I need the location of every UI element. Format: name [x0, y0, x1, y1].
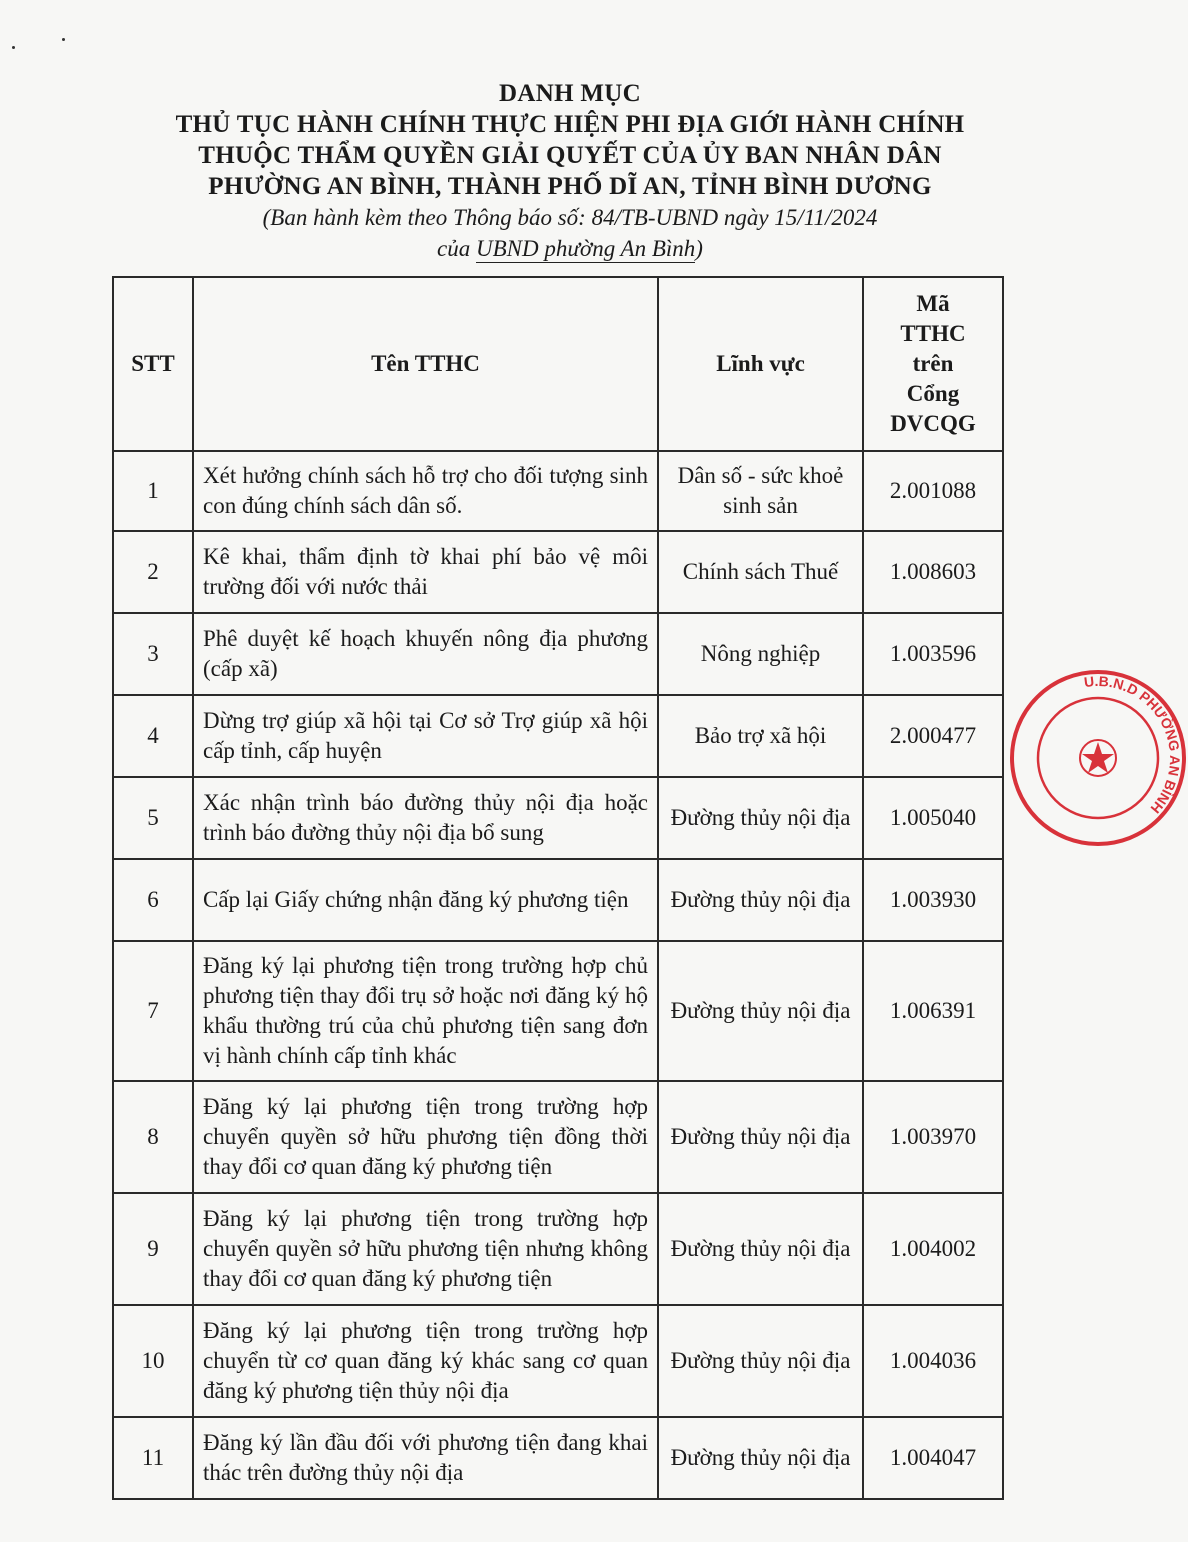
table-row [113, 1081, 1003, 1193]
cell-code: 1.004047 [863, 1417, 1003, 1499]
cell-stt: 2 [113, 531, 193, 613]
cell-name: Đăng ký lại phương tiện trong trường hợp chuyển quyền sở hữu phương tiện đồng thời thay đổi cơ quan đăng ký phương tiện [193, 1081, 658, 1193]
issuer-name: UBND phường An Bình [476, 236, 696, 261]
cell-stt: 9 [113, 1193, 193, 1305]
header-name: Tên TTHC [193, 277, 658, 451]
cell-stt: 7 [113, 941, 193, 1081]
cell-field: Đường thủy nội địa [658, 941, 863, 1081]
table-row [113, 1193, 1003, 1305]
cell-field: Đường thủy nội địa [658, 1305, 863, 1417]
scan-speck [12, 46, 15, 49]
header-field: Lĩnh vực [658, 277, 863, 451]
seal-text: U.B.N.D PHƯỜNG AN BÌNH [1083, 672, 1184, 817]
cell-field: Đường thủy nội địa [658, 1193, 863, 1305]
cell-code: 1.003970 [863, 1081, 1003, 1193]
cell-name: Phê duyệt kế hoạch khuyến nông địa phương (cấp xã) [193, 613, 658, 695]
cell-stt: 10 [113, 1305, 193, 1417]
cell-code: 2.000477 [863, 695, 1003, 777]
cell-name: Đăng ký lần đầu đối với phương tiện đang khai thác trên đường thủy nội địa [193, 1417, 658, 1499]
scan-speck [62, 38, 65, 41]
title-line-1: DANH MỤC [499, 80, 641, 107]
header-code-line: trên [912, 351, 954, 376]
table-header-row [113, 277, 1003, 451]
cell-code: 1.008603 [863, 531, 1003, 613]
title-line-2: THỦ TỤC HÀNH CHÍNH THỰC HIỆN PHI ĐỊA GIỚI HÀNH CHÍNH [175, 111, 965, 138]
table-row [113, 777, 1003, 859]
cell-code: 1.003596 [863, 613, 1003, 695]
cell-field: Đường thủy nội địa [658, 1081, 863, 1193]
cell-stt: 3 [113, 613, 193, 695]
cell-name: Kê khai, thẩm định tờ khai phí bảo vệ môi trường đối với nước thải [193, 531, 658, 613]
table-row [113, 859, 1003, 941]
document-header [60, 78, 1080, 264]
subtitle-line-1: (Ban hành kèm theo Thông báo số: 84/TB-UBND ngày 15/11/2024 [262, 205, 878, 230]
official-seal [1008, 668, 1188, 848]
cell-name: Dừng trợ giúp xã hội tại Cơ sở Trợ giúp xã hội cấp tỉnh, cấp huyện [193, 695, 658, 777]
table-row [113, 695, 1003, 777]
cell-field: Chính sách Thuế [658, 531, 863, 613]
cell-name: Xét hưởng chính sách hỗ trợ cho đối tượng sinh con đúng chính sách dân số. [193, 451, 658, 531]
table-row [113, 451, 1003, 531]
subtitle-prefix: của [437, 236, 477, 261]
subtitle-line-2 [60, 233, 1080, 264]
subtitle-suffix: ) [695, 236, 703, 261]
table-row [113, 613, 1003, 695]
cell-name: Đăng ký lại phương tiện trong trường hợp chủ phương tiện thay đổi trụ sở hoặc nơi đăng ký hộ khẩu thường trú của chủ phương tiện sang đơn vị hành chính cấp tỉnh khác [193, 941, 658, 1081]
cell-field: Đường thủy nội địa [658, 777, 863, 859]
cell-field: Đường thủy nội địa [658, 1417, 863, 1499]
header-stt: STT [113, 277, 193, 451]
seal-star-icon [1082, 742, 1114, 773]
cell-stt: 6 [113, 859, 193, 941]
cell-stt: 11 [113, 1417, 193, 1499]
cell-stt: 5 [113, 777, 193, 859]
cell-stt: 1 [113, 451, 193, 531]
cell-code: 1.004002 [863, 1193, 1003, 1305]
cell-field: Nông nghiệp [658, 613, 863, 695]
table-row [113, 1305, 1003, 1417]
header-code-line: Cổng [906, 381, 960, 406]
header-code-line: DVCQG [890, 411, 976, 436]
header-code [863, 277, 1003, 451]
header-code-line: TTHC [900, 321, 966, 346]
cell-name: Cấp lại Giấy chứng nhận đăng ký phương tiện [193, 859, 658, 941]
cell-name: Đăng ký lại phương tiện trong trường hợp chuyển quyền sở hữu phương tiện nhưng không thay đổi cơ quan đăng ký phương tiện [193, 1193, 658, 1305]
cell-field: Bảo trợ xã hội [658, 695, 863, 777]
header-code-line: Mã [916, 291, 950, 316]
cell-stt: 4 [113, 695, 193, 777]
cell-code: 2.001088 [863, 451, 1003, 531]
table-row [113, 531, 1003, 613]
cell-code: 1.006391 [863, 941, 1003, 1081]
cell-code: 1.004036 [863, 1305, 1003, 1417]
title-line-4: PHƯỜNG AN BÌNH, THÀNH PHỐ DĨ AN, TỈNH BÌNH DƯƠNG [208, 173, 932, 200]
procedure-table [112, 276, 1004, 1500]
cell-field: Dân số - sức khoẻ sinh sản [658, 451, 863, 531]
table-row [113, 941, 1003, 1081]
cell-stt: 8 [113, 1081, 193, 1193]
cell-name: Xác nhận trình báo đường thủy nội địa hoặc trình báo đường thủy nội địa bổ sung [193, 777, 658, 859]
table-row [113, 1417, 1003, 1499]
cell-name: Đăng ký lại phương tiện trong trường hợp chuyển từ cơ quan đăng ký khác sang cơ quan đăng ký phương tiện thủy nội địa [193, 1305, 658, 1417]
cell-code: 1.003930 [863, 859, 1003, 941]
cell-field: Đường thủy nội địa [658, 859, 863, 941]
cell-code: 1.005040 [863, 777, 1003, 859]
title-line-3: THUỘC THẨM QUYỀN GIẢI QUYẾT CỦA ỦY BAN NHÂN DÂN [198, 142, 942, 169]
